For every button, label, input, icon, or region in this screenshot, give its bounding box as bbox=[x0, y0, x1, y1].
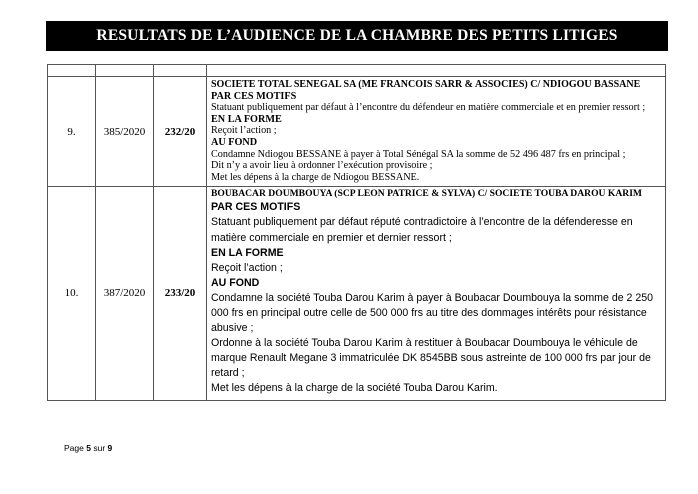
heading-fond: AU FOND bbox=[211, 276, 260, 289]
fond-text-1: Condamne la société Touba Darou Karim à payer à Boubacar Doumbouya la somme de 2 250 000 frs en principal outre celle de 500 000 frs au titre des dommages intérêts pour résistance abusive ; bbox=[211, 291, 654, 335]
table-row bbox=[48, 77, 666, 187]
forme-text: Reçoit l’action ; bbox=[211, 125, 277, 137]
motifs-text: Statuant publiquement par défaut réputé contradictoire à l’encontre de la défenderesse en matière commerciale en premier et dernier ressort ; bbox=[211, 216, 633, 244]
motifs-text: Statuant publiquement par défaut à l’encontre du défendeur en matière commerciale et en premier ressort ; bbox=[211, 102, 646, 114]
judgment-number: 233/20 bbox=[154, 187, 207, 400]
case-rg: 385/2020 bbox=[96, 77, 154, 187]
results-table bbox=[47, 64, 666, 401]
case-number: 10. bbox=[48, 187, 96, 400]
heading-motifs: PAR CES MOTIFS bbox=[211, 201, 301, 214]
heading-fond: AU FOND bbox=[211, 136, 258, 148]
forme-text: Reçoit l’action ; bbox=[211, 261, 283, 274]
page-title: RESULTATS DE L’AUDIENCE DE LA CHAMBRE DES PETITS LITIGES bbox=[96, 27, 618, 44]
header-cell-judgment bbox=[154, 65, 207, 77]
table-header-row bbox=[48, 65, 666, 77]
page-footer bbox=[64, 443, 112, 453]
judgment-number: 232/20 bbox=[154, 77, 207, 187]
page-separator: sur bbox=[93, 443, 106, 453]
fond-text-3: Met les dépens à la charge de la société Touba Darou Karim. bbox=[211, 382, 498, 395]
header-cell-body bbox=[207, 65, 666, 77]
case-parties: BOUBACAR DOUMBOUYA (SCP LEON PATRICE & SYLVA) C/ SOCIETE TOUBA DAROU KARIM bbox=[211, 188, 642, 200]
fond-text-3: Met les dépens à la charge de Ndiogou BESSANE. bbox=[211, 171, 420, 183]
table-row bbox=[48, 187, 666, 400]
case-decision bbox=[207, 187, 666, 400]
fond-text-2: Dit n’y a avoir lieu à ordonner l’exécution provisoire ; bbox=[211, 160, 433, 172]
heading-motifs: PAR CES MOTIFS bbox=[211, 90, 297, 102]
fond-text-1: Condamne Ndiogou BESSANE à payer à Total Sénégal SA la somme de 52 496 487 frs en principal ; bbox=[211, 148, 626, 160]
case-number: 9. bbox=[48, 77, 96, 187]
page-title-banner bbox=[46, 21, 668, 51]
header-cell-num bbox=[48, 65, 96, 77]
page-total: 9 bbox=[107, 443, 113, 453]
page-label: Page bbox=[64, 443, 84, 453]
case-decision bbox=[207, 77, 666, 187]
page-current: 5 bbox=[86, 443, 91, 453]
case-rg: 387/2020 bbox=[96, 187, 154, 400]
fond-text-2: Ordonne à la société Touba Darou Karim à restituer à Boubacar Doumbouya le véhicule de marque Renault Megane 3 immatriculée DK 8545BB sous astreinte de 100 000 frs par jour de retard ; bbox=[211, 337, 651, 380]
case-parties: SOCIETE TOTAL SENEGAL SA (ME FRANCOIS SARR & ASSOCIES) C/ NDIOGOU BASSANE bbox=[211, 79, 641, 90]
heading-forme: EN LA FORME bbox=[211, 113, 282, 125]
header-cell-rg bbox=[96, 65, 154, 77]
heading-forme: EN LA FORME bbox=[211, 246, 284, 259]
